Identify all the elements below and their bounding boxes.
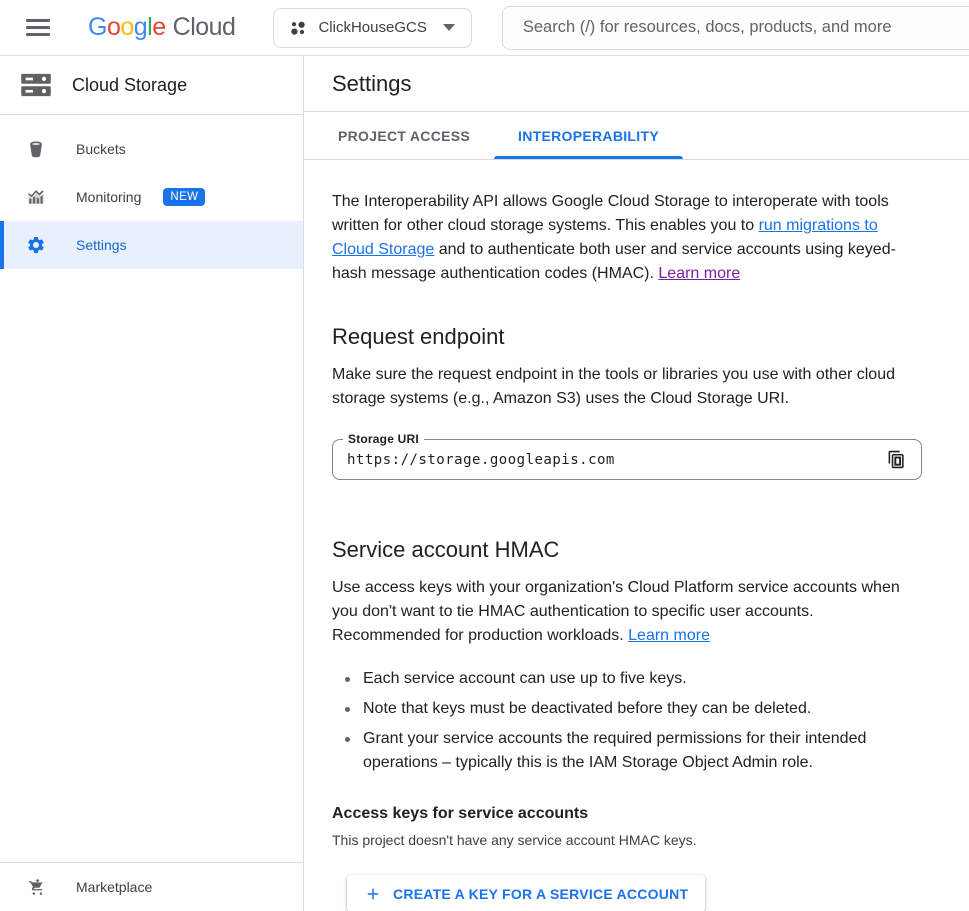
chevron-down-icon	[443, 24, 455, 31]
no-keys-message: This project doesn't have any service account HMAC keys.	[332, 832, 697, 848]
sidebar-item-label: Marketplace	[76, 879, 153, 895]
list-item: Note that keys must be deactivated before they can be deleted.	[332, 697, 922, 721]
hamburger-menu-icon[interactable]	[26, 15, 50, 40]
sidebar-item-marketplace[interactable]	[0, 863, 303, 911]
page-title: Settings	[332, 70, 412, 96]
logo-letter: g	[133, 13, 148, 41]
learn-more-link-interoperability[interactable]: Learn more	[658, 265, 741, 282]
bucket-icon	[26, 139, 46, 159]
intro-text: The Interoperability API allows Google Cloud Storage to interoperate with tools written for other cloud storage systems. This enables you to	[332, 193, 889, 234]
sidebar-item-label: Monitoring	[76, 189, 142, 205]
sidebar-item-monitoring[interactable]	[0, 173, 303, 221]
storage-uri-field	[332, 432, 922, 480]
tab-bar	[304, 112, 969, 160]
storage-uri-value: https://storage.googleapis.com	[347, 451, 615, 468]
sidebar-footer	[0, 862, 303, 911]
run-migrations-link[interactable]: run migrations to Cloud Storage	[332, 217, 878, 258]
intro-text: and to authenticate both user and service accounts using keyed-hash message authentication codes (HMAC).	[332, 241, 896, 282]
tab-interoperability[interactable]: INTEROPERABILITY	[494, 112, 683, 159]
page-header	[304, 56, 969, 112]
new-badge: NEW	[163, 188, 205, 206]
plus-icon	[364, 885, 382, 903]
hmac-bullet-list	[332, 667, 922, 775]
cloud-storage-icon	[20, 69, 52, 101]
create-key-button-label: CREATE A KEY FOR A SERVICE ACCOUNT	[393, 885, 689, 902]
storage-uri-label: Storage URI	[343, 432, 424, 446]
service-account-hmac-heading: Service account HMAC	[332, 537, 560, 562]
logo-letter: o	[120, 13, 134, 41]
sidebar-nav	[0, 115, 303, 269]
project-selector[interactable]	[273, 8, 471, 48]
request-endpoint-heading: Request endpoint	[332, 324, 505, 349]
copy-icon	[887, 450, 906, 469]
sidebar-spacer	[0, 269, 303, 862]
hmac-text: Use access keys with your organization's Cloud Platform service accounts when you don't want to tie HMAC authentication to specific user accounts. Recommended for production workloads.	[332, 579, 900, 644]
sidebar-product-header	[0, 56, 303, 115]
sidebar-item-buckets[interactable]	[0, 125, 303, 173]
learn-more-link-hmac[interactable]: Learn more	[628, 627, 710, 644]
sidebar-item-label: Buckets	[76, 141, 126, 157]
top-bar	[0, 0, 969, 56]
main-panel	[304, 56, 969, 911]
google-cloud-logo	[88, 13, 235, 42]
intro-paragraph	[332, 190, 922, 286]
sidebar-item-label: Settings	[76, 237, 127, 253]
global-search[interactable]	[502, 6, 969, 50]
service-account-hmac-description	[332, 576, 922, 648]
create-key-button[interactable]	[347, 875, 705, 911]
access-keys-heading: Access keys for service accounts	[332, 805, 589, 822]
tab-project-access[interactable]: PROJECT ACCESS	[338, 127, 471, 144]
copy-button[interactable]	[879, 443, 913, 477]
tab-content	[304, 160, 945, 911]
logo-letter: l	[147, 13, 153, 41]
logo-letter: e	[152, 13, 166, 41]
logo-cloud-word: Cloud	[172, 13, 236, 41]
list-item: Each service account can use up to five keys.	[332, 667, 922, 691]
marketplace-cart-icon	[28, 877, 48, 897]
project-name: ClickHouseGCS	[318, 19, 427, 36]
sidebar-item-settings[interactable]	[0, 221, 303, 269]
gear-icon	[26, 235, 46, 255]
logo-letter: G	[88, 13, 107, 41]
product-title: Cloud Storage	[72, 74, 188, 95]
list-item: Grant your service accounts the required permissions for their intended operations – typically this is the IAM Storage Object Admin role.	[332, 727, 922, 775]
request-endpoint-description: Make sure the request endpoint in the tools or libraries you use with other cloud storage systems (e.g., Amazon S3) uses the Cloud Storage URI.	[332, 366, 895, 407]
monitoring-chart-icon	[26, 187, 46, 207]
search-input[interactable]	[523, 18, 960, 37]
sidebar	[0, 56, 304, 911]
logo-letter: o	[106, 13, 121, 41]
project-dots-icon	[290, 20, 306, 36]
